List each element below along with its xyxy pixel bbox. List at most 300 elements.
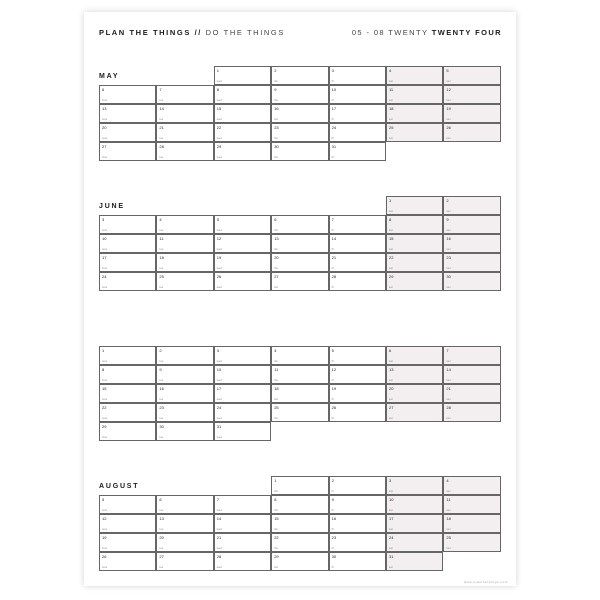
- weekday-label: sat: [389, 80, 393, 83]
- day-cell-june-5[interactable]: [214, 215, 271, 234]
- day-cell-june-18[interactable]: [156, 253, 213, 272]
- day-cell-july-15[interactable]: [99, 384, 156, 403]
- day-number: 26: [331, 405, 337, 410]
- day-cell-may-30[interactable]: [271, 142, 328, 161]
- weekday-label: tue: [159, 360, 164, 363]
- day-number: 10: [389, 497, 394, 502]
- day-cell-july-29[interactable]: [99, 422, 156, 441]
- day-number: 10: [331, 87, 337, 92]
- day-cell-june-24[interactable]: [99, 272, 156, 291]
- day-cell-may-6[interactable]: [99, 85, 156, 104]
- day-cell-june-11[interactable]: [156, 234, 213, 253]
- day-cell-june-14[interactable]: [329, 234, 386, 253]
- day-cell-may-28[interactable]: [156, 142, 213, 161]
- day-number: 19: [216, 255, 222, 260]
- day-number: 5: [216, 217, 220, 222]
- day-number: 29: [216, 144, 222, 149]
- day-number: 13: [159, 516, 164, 521]
- day-number: 28: [216, 554, 222, 559]
- day-number: 25: [159, 274, 164, 279]
- weekday-label: sat: [389, 99, 393, 102]
- day-cell-august-22[interactable]: [271, 533, 328, 552]
- day-cell-may-20[interactable]: [99, 123, 156, 142]
- day-cell-june-27[interactable]: [271, 272, 328, 291]
- weekday-label: fri: [331, 99, 335, 102]
- day-cell-july-9[interactable]: [156, 365, 213, 384]
- day-cell-may-24[interactable]: [329, 123, 386, 142]
- weekday-label: tue: [159, 436, 164, 439]
- weekday-label: thu: [274, 156, 279, 159]
- day-cell-august-15[interactable]: [271, 514, 328, 533]
- day-cell-august-11[interactable]: [443, 495, 500, 514]
- day-cell-august-26[interactable]: [99, 552, 156, 571]
- day-number: 20: [159, 535, 164, 540]
- day-number: 7: [216, 497, 220, 502]
- day-number: 2: [331, 478, 334, 483]
- day-cell-august-19[interactable]: [99, 533, 156, 552]
- weekday-label: mon: [102, 417, 108, 420]
- weekday-label: wed: [216, 156, 222, 159]
- day-cell-august-18[interactable]: [443, 514, 500, 533]
- day-cell-july-7[interactable]: [443, 346, 500, 365]
- day-number: 3: [216, 348, 220, 353]
- day-number: 28: [331, 274, 337, 279]
- weekday-label: wed: [216, 436, 222, 439]
- day-number: 31: [331, 144, 337, 149]
- weekday-label: mon: [102, 566, 108, 569]
- day-cell-july-1[interactable]: [99, 346, 156, 365]
- day-cell-august-30[interactable]: [329, 552, 386, 571]
- day-cell-june-23[interactable]: [443, 253, 500, 272]
- day-number: 6: [159, 497, 162, 502]
- weekday-label: tue: [159, 99, 164, 102]
- weekday-label: mon: [102, 360, 108, 363]
- day-cell-may-18[interactable]: [386, 104, 443, 123]
- day-number: 26: [446, 125, 451, 130]
- day-number: 27: [159, 554, 164, 559]
- weekday-label: thu: [274, 248, 279, 251]
- day-cell-june-25[interactable]: [156, 272, 213, 291]
- day-number: 30: [274, 144, 279, 149]
- weekday-label: mon: [102, 547, 108, 550]
- day-number: 7: [331, 217, 334, 222]
- day-cell-august-17[interactable]: [386, 514, 443, 533]
- day-number: 24: [331, 125, 337, 130]
- day-cell-may-23[interactable]: [271, 123, 328, 142]
- day-cell-may-2[interactable]: [271, 66, 328, 85]
- weekday-label: tue: [159, 118, 164, 121]
- weekday-label: sat: [389, 286, 393, 289]
- day-number: 13: [102, 106, 107, 111]
- day-cell-august-25[interactable]: [443, 533, 500, 552]
- day-cell-may-31[interactable]: [329, 142, 386, 161]
- day-number: 16: [159, 386, 164, 391]
- day-number: 17: [216, 386, 222, 391]
- day-cell-august-12[interactable]: [99, 514, 156, 533]
- day-number: 25: [446, 535, 451, 540]
- day-number: 15: [216, 106, 222, 111]
- weekday-label: thu: [274, 360, 279, 363]
- day-number: 18: [274, 386, 279, 391]
- day-number: 4: [274, 348, 277, 353]
- day-number: 20: [274, 255, 279, 260]
- day-cell-august-20[interactable]: [156, 533, 213, 552]
- day-cell-may-12[interactable]: [443, 85, 500, 104]
- day-cell-may-7[interactable]: [156, 85, 213, 104]
- day-cell-may-9[interactable]: [271, 85, 328, 104]
- weekday-label: thu: [274, 137, 279, 140]
- day-cell-may-14[interactable]: [156, 104, 213, 123]
- day-cell-august-14[interactable]: [214, 514, 271, 533]
- weekday-label: fri: [331, 528, 335, 531]
- day-cell-may-8[interactable]: [214, 85, 271, 104]
- weekday-label: tue: [159, 267, 164, 270]
- day-cell-july-30[interactable]: [156, 422, 213, 441]
- day-cell-august-4[interactable]: [443, 476, 500, 495]
- weekday-label: mon: [102, 229, 108, 232]
- weekday-label: fri: [331, 80, 335, 83]
- day-cell-july-28[interactable]: [443, 403, 500, 422]
- day-cell-june-2[interactable]: [443, 196, 500, 215]
- weekday-label: thu: [274, 229, 279, 232]
- weekday-label: wed: [216, 509, 222, 512]
- weekday-label: wed: [216, 360, 222, 363]
- weekday-label: sat: [389, 229, 393, 232]
- day-number: 21: [216, 535, 222, 540]
- day-cell-june-4[interactable]: [156, 215, 213, 234]
- weekday-label: fri: [331, 547, 335, 550]
- weekday-label: thu: [274, 379, 279, 382]
- day-number: 4: [389, 68, 392, 73]
- day-number: 24: [216, 405, 222, 410]
- day-number: 9: [159, 367, 162, 372]
- weekday-label: thu: [274, 417, 279, 420]
- day-cell-august-10[interactable]: [386, 495, 443, 514]
- day-cell-june-28[interactable]: [329, 272, 386, 291]
- day-cell-july-3[interactable]: [214, 346, 271, 365]
- day-cell-july-26[interactable]: [329, 403, 386, 422]
- day-cell-june-30[interactable]: [443, 272, 500, 291]
- day-number: 4: [446, 478, 449, 483]
- day-number: 1: [102, 348, 105, 353]
- day-cell-july-24[interactable]: [214, 403, 271, 422]
- day-cell-june-21[interactable]: [329, 253, 386, 272]
- day-cell-may-26[interactable]: [443, 123, 500, 142]
- day-number: 31: [389, 554, 394, 559]
- day-number: 31: [216, 424, 222, 429]
- weekday-label: fri: [331, 417, 335, 420]
- weekday-label: thu: [274, 286, 279, 289]
- day-number: 7: [446, 348, 449, 353]
- day-cell-may-16[interactable]: [271, 104, 328, 123]
- day-number: 26: [102, 554, 107, 559]
- weekday-label: tue: [159, 528, 164, 531]
- weekday-label: mon: [102, 286, 108, 289]
- day-number: 30: [331, 554, 337, 559]
- weekday-label: sun: [446, 99, 451, 102]
- day-cell-august-9[interactable]: [329, 495, 386, 514]
- weekday-label: sat: [389, 547, 393, 550]
- day-number: 11: [274, 367, 279, 372]
- day-cell-july-21[interactable]: [443, 384, 500, 403]
- day-number: 15: [102, 386, 107, 391]
- weekday-label: tue: [159, 547, 164, 550]
- day-number: 10: [216, 367, 222, 372]
- day-cell-july-22[interactable]: [99, 403, 156, 422]
- day-number: 29: [389, 274, 394, 279]
- day-cell-august-21[interactable]: [214, 533, 271, 552]
- weekday-label: thu: [274, 490, 279, 493]
- day-number: 3: [331, 68, 334, 73]
- day-cell-may-1[interactable]: [214, 66, 271, 85]
- day-cell-june-15[interactable]: [386, 234, 443, 253]
- weekday-label: sat: [389, 417, 393, 420]
- weekday-label: wed: [216, 286, 222, 289]
- weekday-label: tue: [159, 509, 164, 512]
- weekday-label: sat: [389, 379, 393, 382]
- day-cell-june-7[interactable]: [329, 215, 386, 234]
- weekday-label: sun: [446, 547, 451, 550]
- day-number: 24: [389, 535, 394, 540]
- day-cell-may-22[interactable]: [214, 123, 271, 142]
- day-cell-june-3[interactable]: [99, 215, 156, 234]
- day-cell-may-11[interactable]: [386, 85, 443, 104]
- day-cell-july-8[interactable]: [99, 365, 156, 384]
- weekday-label: sun: [446, 360, 451, 363]
- weekday-label: sun: [446, 490, 451, 493]
- day-number: 27: [274, 274, 279, 279]
- day-number: 11: [159, 236, 164, 241]
- day-cell-may-5[interactable]: [443, 66, 500, 85]
- day-cell-august-1[interactable]: [271, 476, 328, 495]
- day-number: 29: [274, 554, 279, 559]
- day-number: 25: [274, 405, 279, 410]
- day-number: 28: [159, 144, 164, 149]
- day-number: 12: [216, 236, 222, 241]
- day-cell-august-13[interactable]: [156, 514, 213, 533]
- day-number: 14: [216, 516, 222, 521]
- weekday-label: sun: [446, 286, 451, 289]
- weekday-label: wed: [216, 566, 222, 569]
- day-cell-july-10[interactable]: [214, 365, 271, 384]
- day-cell-july-25[interactable]: [271, 403, 328, 422]
- day-cell-july-14[interactable]: [443, 365, 500, 384]
- day-cell-may-29[interactable]: [214, 142, 271, 161]
- day-cell-august-28[interactable]: [214, 552, 271, 571]
- weekday-label: thu: [274, 398, 279, 401]
- day-cell-july-13[interactable]: [386, 365, 443, 384]
- weekday-label: sun: [446, 229, 451, 232]
- day-number: 4: [159, 217, 162, 222]
- day-cell-august-31[interactable]: [386, 552, 443, 571]
- weekday-label: tue: [159, 248, 164, 251]
- day-number: 10: [102, 236, 107, 241]
- day-number: 8: [102, 367, 105, 372]
- day-cell-august-5[interactable]: [99, 495, 156, 514]
- month-name-may: MAY: [99, 73, 120, 80]
- day-cell-august-3[interactable]: [386, 476, 443, 495]
- weekday-label: sat: [389, 398, 393, 401]
- weekday-label: sat: [389, 210, 393, 213]
- weekday-label: wed: [216, 267, 222, 270]
- day-number: 16: [274, 106, 279, 111]
- day-cell-july-20[interactable]: [386, 384, 443, 403]
- day-number: 16: [446, 236, 451, 241]
- weekday-label: tue: [159, 398, 164, 401]
- month-name-august: AUGUST: [99, 483, 140, 490]
- day-number: 17: [389, 516, 394, 521]
- day-number: 18: [159, 255, 164, 260]
- day-cell-june-13[interactable]: [271, 234, 328, 253]
- day-number: 25: [389, 125, 394, 130]
- day-cell-july-31[interactable]: [214, 422, 271, 441]
- weekday-label: sun: [446, 210, 451, 213]
- day-cell-may-10[interactable]: [329, 85, 386, 104]
- weekday-label: fri: [331, 360, 335, 363]
- day-cell-june-22[interactable]: [386, 253, 443, 272]
- weekday-label: thu: [274, 99, 279, 102]
- day-cell-august-29[interactable]: [271, 552, 328, 571]
- weekday-label: wed: [216, 118, 222, 121]
- day-cell-june-29[interactable]: [386, 272, 443, 291]
- day-cell-june-10[interactable]: [99, 234, 156, 253]
- weekday-label: thu: [274, 547, 279, 550]
- day-number: 9: [331, 497, 334, 502]
- day-cell-june-1[interactable]: [386, 196, 443, 215]
- day-cell-june-20[interactable]: [271, 253, 328, 272]
- day-cell-august-6[interactable]: [156, 495, 213, 514]
- weekday-label: wed: [216, 528, 222, 531]
- day-number: 27: [389, 405, 394, 410]
- weekday-label: sat: [389, 267, 393, 270]
- weekday-label: mon: [102, 248, 108, 251]
- day-cell-july-23[interactable]: [156, 403, 213, 422]
- day-cell-may-17[interactable]: [329, 104, 386, 123]
- day-cell-may-25[interactable]: [386, 123, 443, 142]
- day-number: 6: [102, 87, 105, 92]
- day-cell-june-12[interactable]: [214, 234, 271, 253]
- day-cell-july-12[interactable]: [329, 365, 386, 384]
- day-cell-july-6[interactable]: [386, 346, 443, 365]
- day-number: 22: [216, 125, 222, 130]
- day-cell-july-2[interactable]: [156, 346, 213, 365]
- day-cell-july-17[interactable]: [214, 384, 271, 403]
- weekday-label: wed: [216, 379, 222, 382]
- day-cell-may-3[interactable]: [329, 66, 386, 85]
- weekday-label: sat: [389, 248, 393, 251]
- day-cell-july-19[interactable]: [329, 384, 386, 403]
- weekday-label: thu: [274, 118, 279, 121]
- weekday-label: mon: [102, 156, 108, 159]
- day-cell-july-11[interactable]: [271, 365, 328, 384]
- day-cell-august-16[interactable]: [329, 514, 386, 533]
- day-number: 6: [274, 217, 277, 222]
- day-cell-may-27[interactable]: [99, 142, 156, 161]
- day-cell-june-16[interactable]: [443, 234, 500, 253]
- day-number: 8: [389, 217, 392, 222]
- day-number: 19: [102, 535, 107, 540]
- weekday-label: thu: [274, 566, 279, 569]
- day-cell-may-15[interactable]: [214, 104, 271, 123]
- weekday-label: fri: [331, 156, 335, 159]
- day-cell-july-4[interactable]: [271, 346, 328, 365]
- weekday-label: tue: [159, 417, 164, 420]
- day-cell-august-24[interactable]: [386, 533, 443, 552]
- weekday-label: wed: [216, 99, 222, 102]
- day-number: 14: [446, 367, 451, 372]
- weekday-label: sat: [389, 490, 393, 493]
- day-cell-june-17[interactable]: [99, 253, 156, 272]
- day-number: 2: [159, 348, 162, 353]
- weekday-label: fri: [331, 137, 335, 140]
- day-number: 22: [274, 535, 279, 540]
- day-cell-may-4[interactable]: [386, 66, 443, 85]
- weekday-label: wed: [216, 398, 222, 401]
- weekday-label: sat: [389, 509, 393, 512]
- day-number: 17: [102, 255, 107, 260]
- month-name-june: JUNE: [99, 203, 125, 210]
- day-cell-may-13[interactable]: [99, 104, 156, 123]
- weekday-label: fri: [331, 490, 335, 493]
- day-number: 22: [389, 255, 394, 260]
- day-cell-july-16[interactable]: [156, 384, 213, 403]
- weekday-label: sat: [389, 566, 393, 569]
- day-cell-june-26[interactable]: [214, 272, 271, 291]
- day-number: 3: [102, 217, 105, 222]
- day-cell-july-27[interactable]: [386, 403, 443, 422]
- weekday-label: sun: [446, 417, 451, 420]
- day-cell-july-18[interactable]: [271, 384, 328, 403]
- day-cell-august-8[interactable]: [271, 495, 328, 514]
- day-cell-august-7[interactable]: [214, 495, 271, 514]
- weekday-label: fri: [331, 566, 335, 569]
- weekday-label: thu: [274, 509, 279, 512]
- weekday-label: tue: [159, 286, 164, 289]
- weekday-label: sun: [446, 379, 451, 382]
- day-cell-august-23[interactable]: [329, 533, 386, 552]
- day-number: 22: [102, 405, 107, 410]
- weekday-label: wed: [216, 137, 222, 140]
- day-cell-august-27[interactable]: [156, 552, 213, 571]
- day-cell-july-5[interactable]: [329, 346, 386, 365]
- day-number: 30: [446, 274, 451, 279]
- day-number: 11: [446, 497, 451, 502]
- weekday-label: fri: [331, 118, 335, 121]
- day-cell-june-9[interactable]: [443, 215, 500, 234]
- weekday-label: mon: [102, 118, 108, 121]
- day-number: 23: [159, 405, 164, 410]
- weekday-label: sun: [446, 509, 451, 512]
- weekday-label: thu: [274, 528, 279, 531]
- day-number: 14: [159, 106, 164, 111]
- day-number: 12: [331, 367, 337, 372]
- day-cell-august-2[interactable]: [329, 476, 386, 495]
- weekday-label: mon: [102, 137, 108, 140]
- day-cell-june-19[interactable]: [214, 253, 271, 272]
- day-cell-may-19[interactable]: [443, 104, 500, 123]
- day-cell-june-8[interactable]: [386, 215, 443, 234]
- day-number: 21: [331, 255, 337, 260]
- day-number: 5: [446, 68, 449, 73]
- day-cell-may-21[interactable]: [156, 123, 213, 142]
- day-cell-june-6[interactable]: [271, 215, 328, 234]
- day-number: 5: [331, 348, 334, 353]
- weekday-label: sun: [446, 398, 451, 401]
- weekday-label: tue: [159, 137, 164, 140]
- day-number: 20: [102, 125, 107, 130]
- day-number: 13: [274, 236, 279, 241]
- weekday-label: tue: [159, 566, 164, 569]
